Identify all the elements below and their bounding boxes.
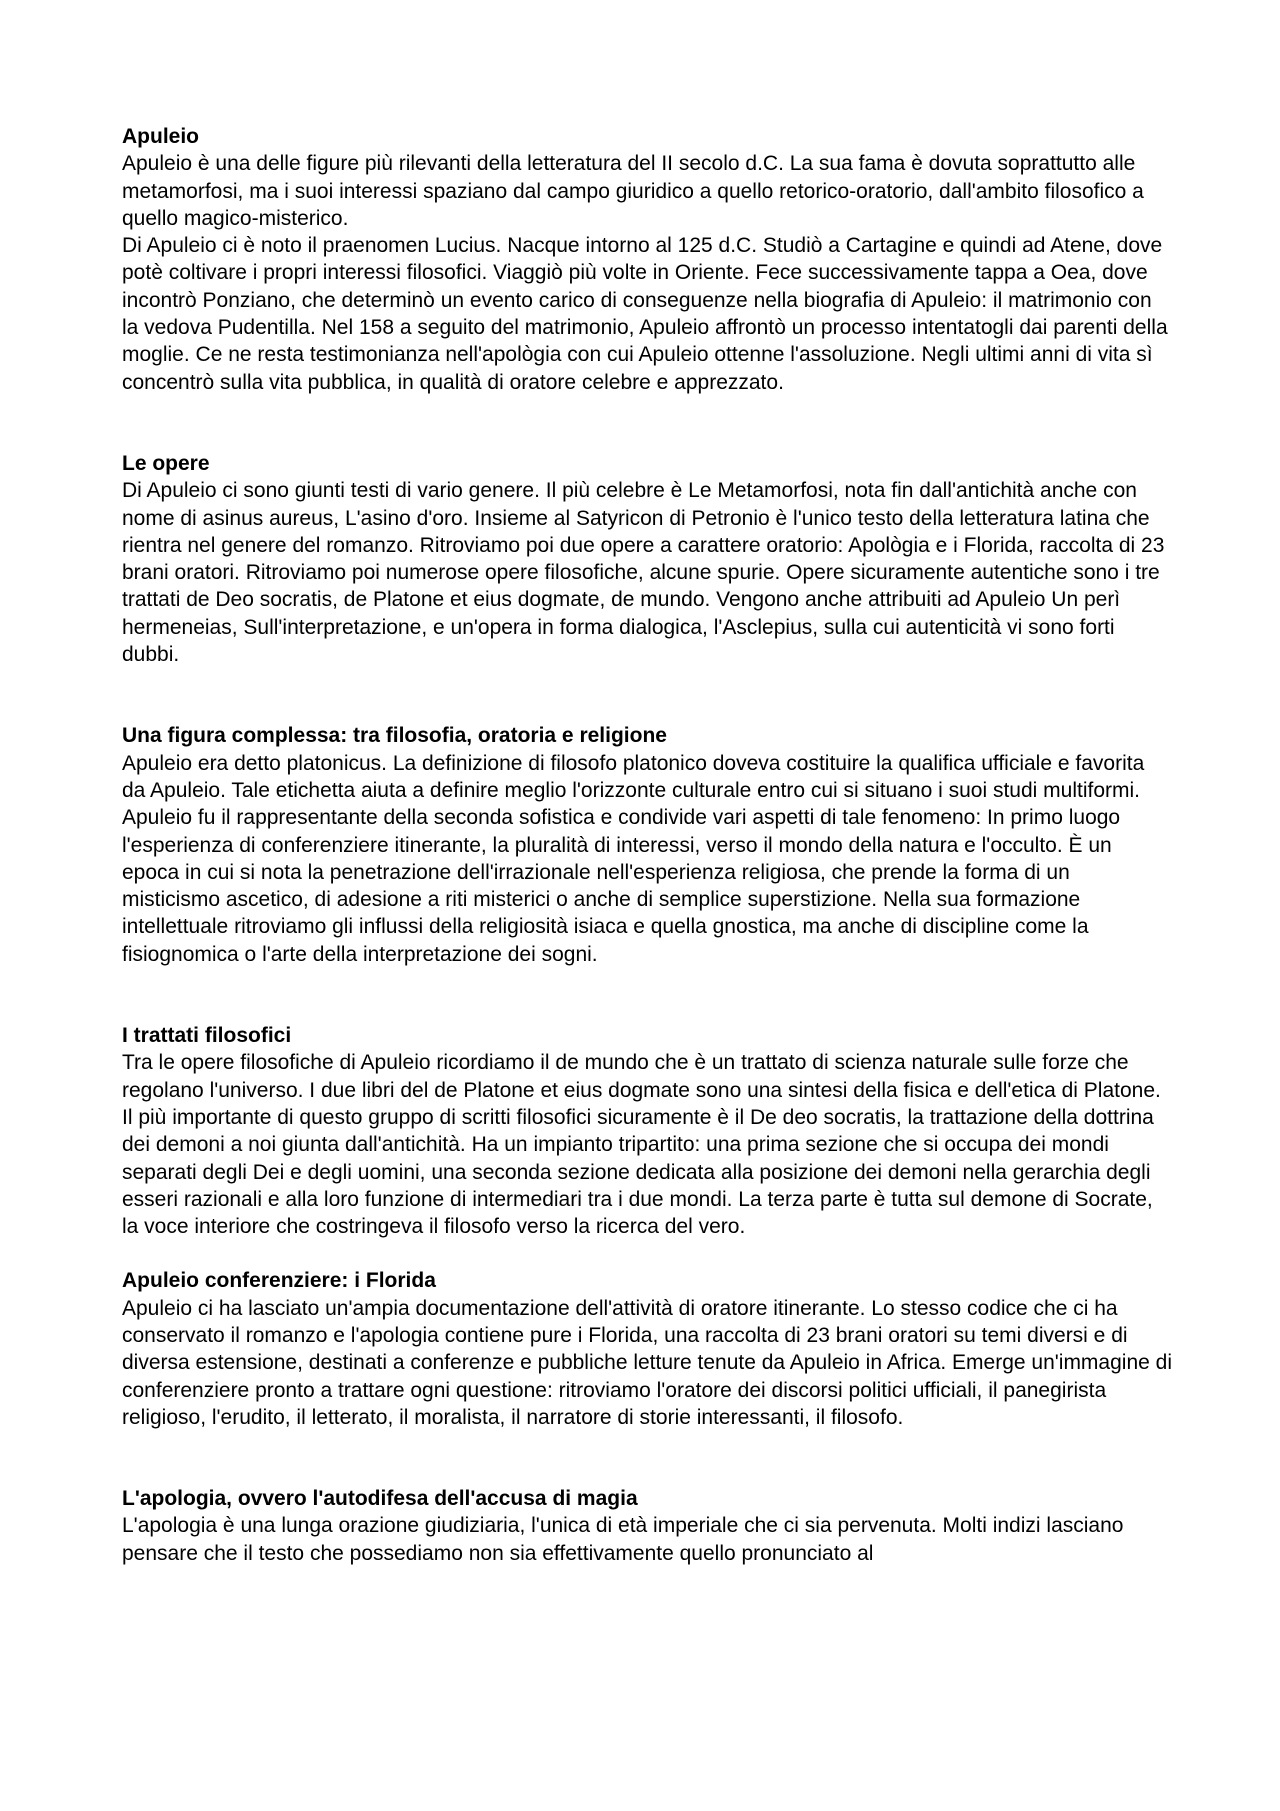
section-heading: Le opere bbox=[122, 451, 210, 475]
section-spacer bbox=[122, 1431, 1172, 1485]
paragraph: Apuleio fu il rappresentante della seconda sofistica e condivide vari aspetti di tale fenomeno: In primo luogo l'esperienza di conferenziere itinerante, la pluralità di interessi, verso il mondo della natura e l'occulto. È un epoca in cui si nota la penetrazione dell'irrazionale nell'esperienza religiosa, che prende la forma di un misticismo ascetico, di adesione a riti misterici o anche di semplice superstizione. Nella sua formazione intellettuale ritroviamo gli influssi della religiosità isiaca e quella gnostica, ma anche di discipline come la fisiognomica o l'arte della interpretazione dei sogni. bbox=[122, 806, 1121, 966]
paragraph: L'apologia è una lunga orazione giudiziaria, l'unica di età imperiale che ci sia pervenuta. Molti indizi lasciano pensare che il testo che possediamo non sia effettivamente quello pronunciato al bbox=[122, 1514, 1124, 1565]
section-heading: Una figura complessa: tra filosofia, oratoria e religione bbox=[122, 724, 667, 748]
paragraph: Apuleio era detto platonicus. La definizione di filosofo platonico doveva costituire la qualifica ufficiale e favorita da Apuleio. Tale etichetta aiuta a definire meglio l'orizzonte culturale entro cui si situano i suoi studi multiformi. bbox=[122, 751, 1145, 802]
section-apuleio bbox=[122, 123, 1172, 396]
section-figura-complessa bbox=[122, 722, 1172, 968]
section-le-opere bbox=[122, 450, 1172, 668]
paragraph: Apuleio è una delle figure più rilevanti della letteratura del II secolo d.C. La sua fama è dovuta soprattutto alle metamorfosi, ma i suoi interessi spaziano dal campo giuridico a quello retorico-oratorio, dall'ambito filosofico a quello magico-misterico. bbox=[122, 152, 1144, 230]
section-florida bbox=[122, 1267, 1172, 1431]
section-heading: L'apologia, ovvero l'autodifesa dell'accusa di magia bbox=[122, 1487, 638, 1511]
paragraph: Tra le opere filosofiche di Apuleio ricordiamo il de mundo che è un trattato di scienza naturale sulle forze che regolano l'universo. I due libri del de Platone et eius dogmate sono una sintesi della fisica e dell'etica di Platone. Il più importante di questo gruppo di scritti filosofici sicuramente è il De deo socratis, la trattazione della dottrina dei demoni a noi giunta dall'antichità. Ha un impianto tripartito: una prima sezione che si occupa dei mondi separati degli Dei e degli uomini, una seconda sezione dedicata alla posizione dei demoni nella gerarchia degli esseri razionali e alla loro funzione di intermediari tra i due mondi. La terza parte è tutta sul demone di Socrate, la voce interiore che costringeva il filosofo verso la ricerca del vero. bbox=[122, 1051, 1161, 1239]
section-heading: I trattati filosofici bbox=[122, 1024, 292, 1048]
section-trattati-filosofici bbox=[122, 1022, 1172, 1240]
section-apologia bbox=[122, 1485, 1172, 1567]
section-heading: Apuleio bbox=[122, 125, 199, 148]
section-heading: Apuleio conferenziere: i Florida bbox=[122, 1269, 436, 1293]
section-spacer bbox=[122, 668, 1172, 722]
section-spacer bbox=[122, 968, 1172, 1022]
document-page bbox=[122, 123, 1172, 1567]
section-spacer bbox=[122, 1240, 1172, 1267]
paragraph: Di Apuleio ci sono giunti testi di vario genere. Il più celebre è Le Metamorfosi, nota fin dall'antichità anche con nome di asinus aureus, L'asino d'oro. Insieme al Satyricon di Petronio è l'unico testo della letteratura latina che rientra nel genere del romanzo. Ritroviamo poi due opere a carattere oratorio: Apològia e i Florida, raccolta di 23 brani oratori. Ritroviamo poi numerose opere filosofiche, alcune spurie. Opere sicuramente autentiche sono i tre trattati de Deo socratis, de Platone et eius dogmate, de mundo. Vengono anche attribuiti ad Apuleio Un perì hermeneias, Sull'interpretazione, e un'opera in forma dialogica, l'Asclepius, sulla cui autenticità vi sono forti dubbi. bbox=[122, 479, 1165, 667]
paragraph: Di Apuleio ci è noto il praenomen Lucius. Nacque intorno al 125 d.C. Studiò a Cartagine e quindi ad Atene, dove potè coltivare i propri interessi filosofici. Viaggiò più volte in Oriente. Fece successivamente tappa a Oea, dove incontrò Ponziano, che determinò un evento carico di conseguenze nella biografia di Apuleio: il matrimonio con la vedova Pudentilla. Nel 158 a seguito del matrimonio, Apuleio affrontò un processo intentatogli dai parenti della moglie. Ce ne resta testimonianza nell'apològia con cui Apuleio ottenne l'assoluzione. Negli ultimi anni di vita sì concentrò sulla vita pubblica, in qualità di oratore celebre e apprezzato. bbox=[122, 234, 1168, 394]
paragraph: Apuleio ci ha lasciato un'ampia documentazione dell'attività di oratore itinerante. Lo stesso codice che ci ha conservato il romanzo e l'apologia contiene pure i Florida, una raccolta di 23 brani oratori su temi diversi e di diversa estensione, destinati a conferenze e pubbliche letture tenute da Apuleio in Africa. Emerge un'immagine di conferenziere pronto a trattare ogni questione: ritroviamo l'oratore dei discorsi politici ufficiali, il panegirista religioso, l'erudito, il letterato, il moralista, il narratore di storie interessanti, il filosofo. bbox=[122, 1296, 1172, 1429]
section-spacer bbox=[122, 396, 1172, 450]
